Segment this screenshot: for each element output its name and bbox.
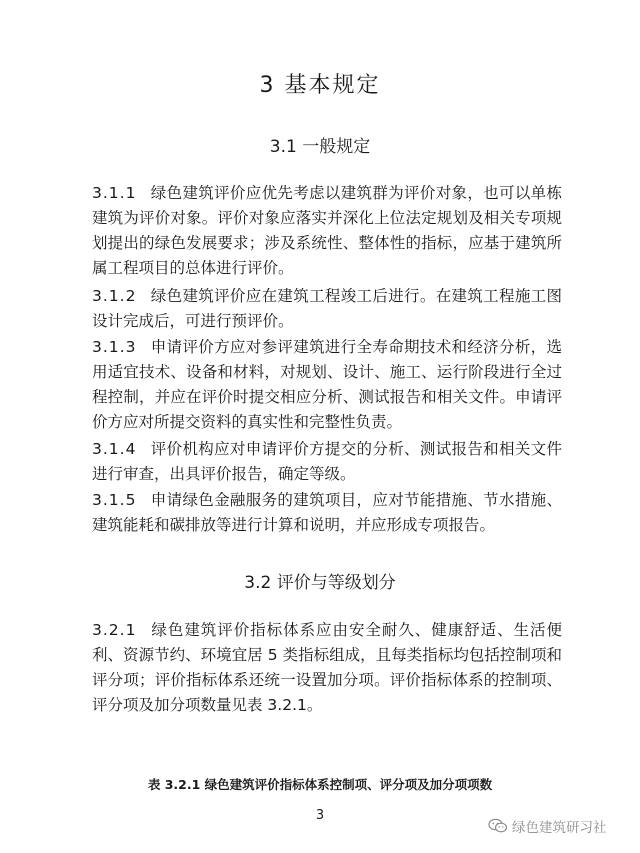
clause-3-1-2 (92, 284, 562, 334)
clause-number: 3.1.2 (92, 287, 137, 305)
clause-number: 3.1.5 (92, 491, 137, 509)
clause-text: 申请绿色金融服务的建筑项目，应对节能措施、节水措施、建筑能耗和碳排放等进行计算和说明，并应形成专项报告。 (92, 491, 562, 534)
watermark-text: 绿色建筑研习社 (512, 820, 607, 836)
wechat-icon (488, 818, 508, 834)
clause-text: 绿色建筑评价应优先考虑以建筑群为评价对象，也可以单栋建筑为评价对象。评价对象应落实并深化上位法定规划及相关专项规划提出的绿色发展要求；涉及系统性、整体性的指标，应基于建筑所属工程项目的总体进行评价。 (92, 184, 562, 277)
clause-text: 申请评价方应对参评建筑进行全寿命期技术和经济分析，选用适宜技术、设备和材料，对规划、设计、施工、运行阶段进行全过程控制，并应在评价时提交相应分析、测试报告和相关文件。申请评价方应对所提交资料的真实性和完整性负责。 (92, 338, 562, 431)
clause-number: 3.2.1 (92, 621, 137, 639)
table-caption: 表 3.2.1 绿色建筑评价指标体系控制项、评分项及加分项项数 (147, 777, 493, 792)
clause-3-1-4 (92, 437, 562, 487)
clause-number: 3.1.3 (92, 338, 137, 356)
clause-text: 绿色建筑评价指标体系应由安全耐久、健康舒适、生活便利、资源节约、环境宜居 5 类指标组成，且每类指标均包括控制项和评分项；评价指标体系还统一设置加分项。评价指标体系的控制项、评分项及加分项数量见表 3.2.1。 (92, 621, 562, 714)
clause-text: 绿色建筑评价应在建筑工程竣工后进行。在建筑工程施工图设计完成后，可进行预评价。 (92, 287, 562, 330)
clause-text: 评价机构应对申请评价方提交的分析、测试报告和相关文件进行审查，出具评价报告，确定等级。 (92, 440, 562, 483)
chapter-title: 3 基本规定 (259, 73, 381, 98)
page-number: 3 (315, 808, 325, 823)
clause-3-2-1 (92, 618, 562, 718)
section-title-3-1: 3.1 一般规定 (269, 137, 371, 157)
clause-3-1-3 (92, 335, 562, 435)
watermark (488, 816, 607, 836)
clause-number: 3.1.1 (92, 184, 137, 202)
section-title-3-2: 3.2 评价与等级划分 (244, 573, 396, 593)
clause-3-1-5 (92, 488, 562, 538)
clause-3-1-1 (92, 181, 562, 281)
clause-number: 3.1.4 (92, 440, 137, 458)
